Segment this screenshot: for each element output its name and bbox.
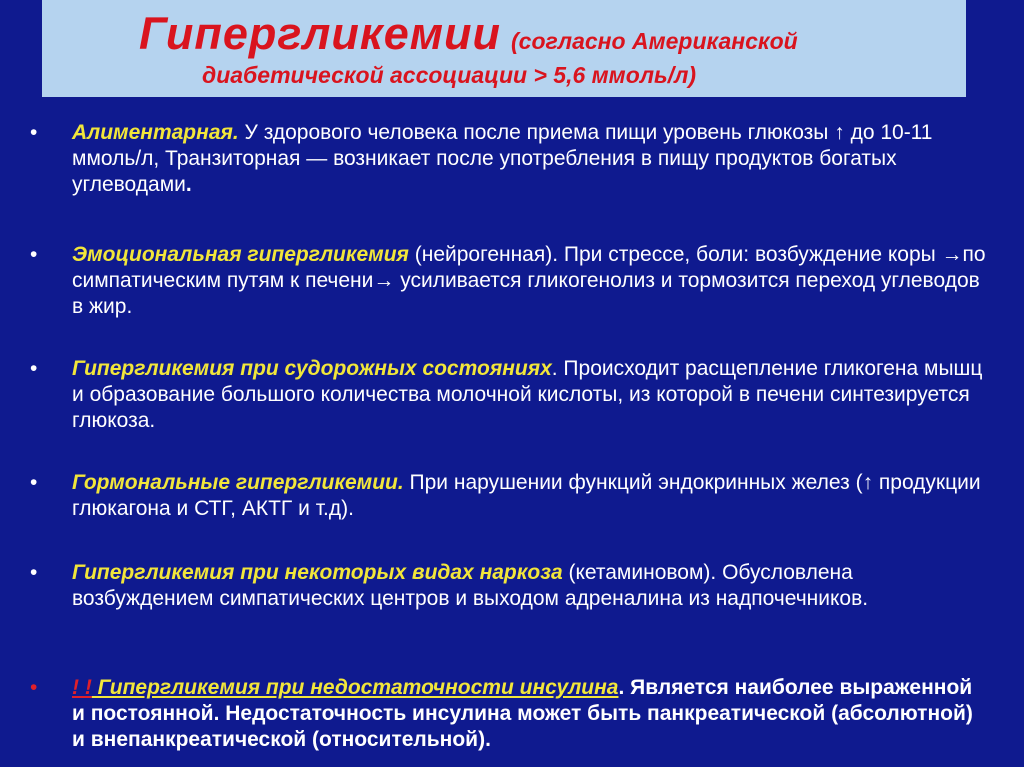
list-item-anesthesia: [30, 560, 990, 612]
list-item-emotional: [30, 242, 990, 320]
bullet-text: У здорового человека после приема пищи уровень глюкозы ↑ до 10-11 ммоль/л, Транзиторная — возникает после употребления в пищу продуктов богатых углеводами: [72, 121, 933, 196]
bullet-marker: •: [30, 561, 38, 584]
bullet-text: (кетаминовом). Обусловлена возбуждением симпатических центров и выходом адреналина из надпочечников.: [72, 561, 869, 610]
bullet-marker: •: [30, 471, 38, 494]
bullet-text: (нейрогенная). При стрессе, боли: возбуждение коры →по симпатическим путям к печени→ усиливается гликогенолиз и тормозится переход углеводов в жир.: [72, 243, 986, 318]
bullet-marker: •: [30, 357, 38, 380]
bullet-heading: Гормональные гипергликемии.: [72, 471, 404, 494]
bullet-marker: •: [30, 676, 38, 699]
list-item-alimentary: [30, 120, 990, 198]
title-subtitle-part-1: (согласно Американской: [511, 28, 798, 54]
bullet-text: . Происходит расщепление гликогена мышц и образование большого количества молочной кислоты, из которой в печени синтезируется глюкоза.: [72, 357, 983, 432]
bullet-heading: Гипергликемия при недостаточности инсулина: [91, 676, 619, 699]
list-item-convulsive: [30, 356, 990, 434]
title-banner: [42, 0, 966, 97]
bullet-heading: Эмоциональная гипергликемия: [72, 243, 409, 266]
bullet-marker: •: [30, 121, 38, 144]
page-title: Гипергликемии: [139, 8, 501, 59]
title-line-1: [139, 8, 798, 60]
list-item-insulin: [30, 675, 990, 753]
bullet-text: При нарушении функций эндокринных желез (↑ продукции глюкагона и СТГ, АКТГ и т.д).: [72, 471, 981, 520]
list-item-hormonal: [30, 470, 990, 522]
bullet-text: . Является наиболее выраженной и постоянной. Недостаточность инсулина может быть панкреатической (абсолютной) и внепанкреатической (относительной).: [72, 676, 973, 751]
title-subtitle-part-2: диабетической ассоциации > 5,6 ммоль/л): [202, 62, 697, 88]
bullet-heading: Алиментарная.: [72, 121, 239, 144]
bullet-marker: •: [30, 243, 38, 266]
bullet-tail: .: [185, 173, 192, 196]
bullet-heading: Гипергликемия при некоторых видах наркоза: [72, 561, 563, 584]
alert-marks: ! !: [72, 676, 92, 699]
bullet-heading: Гипергликемия при судорожных состояниях: [72, 357, 552, 380]
